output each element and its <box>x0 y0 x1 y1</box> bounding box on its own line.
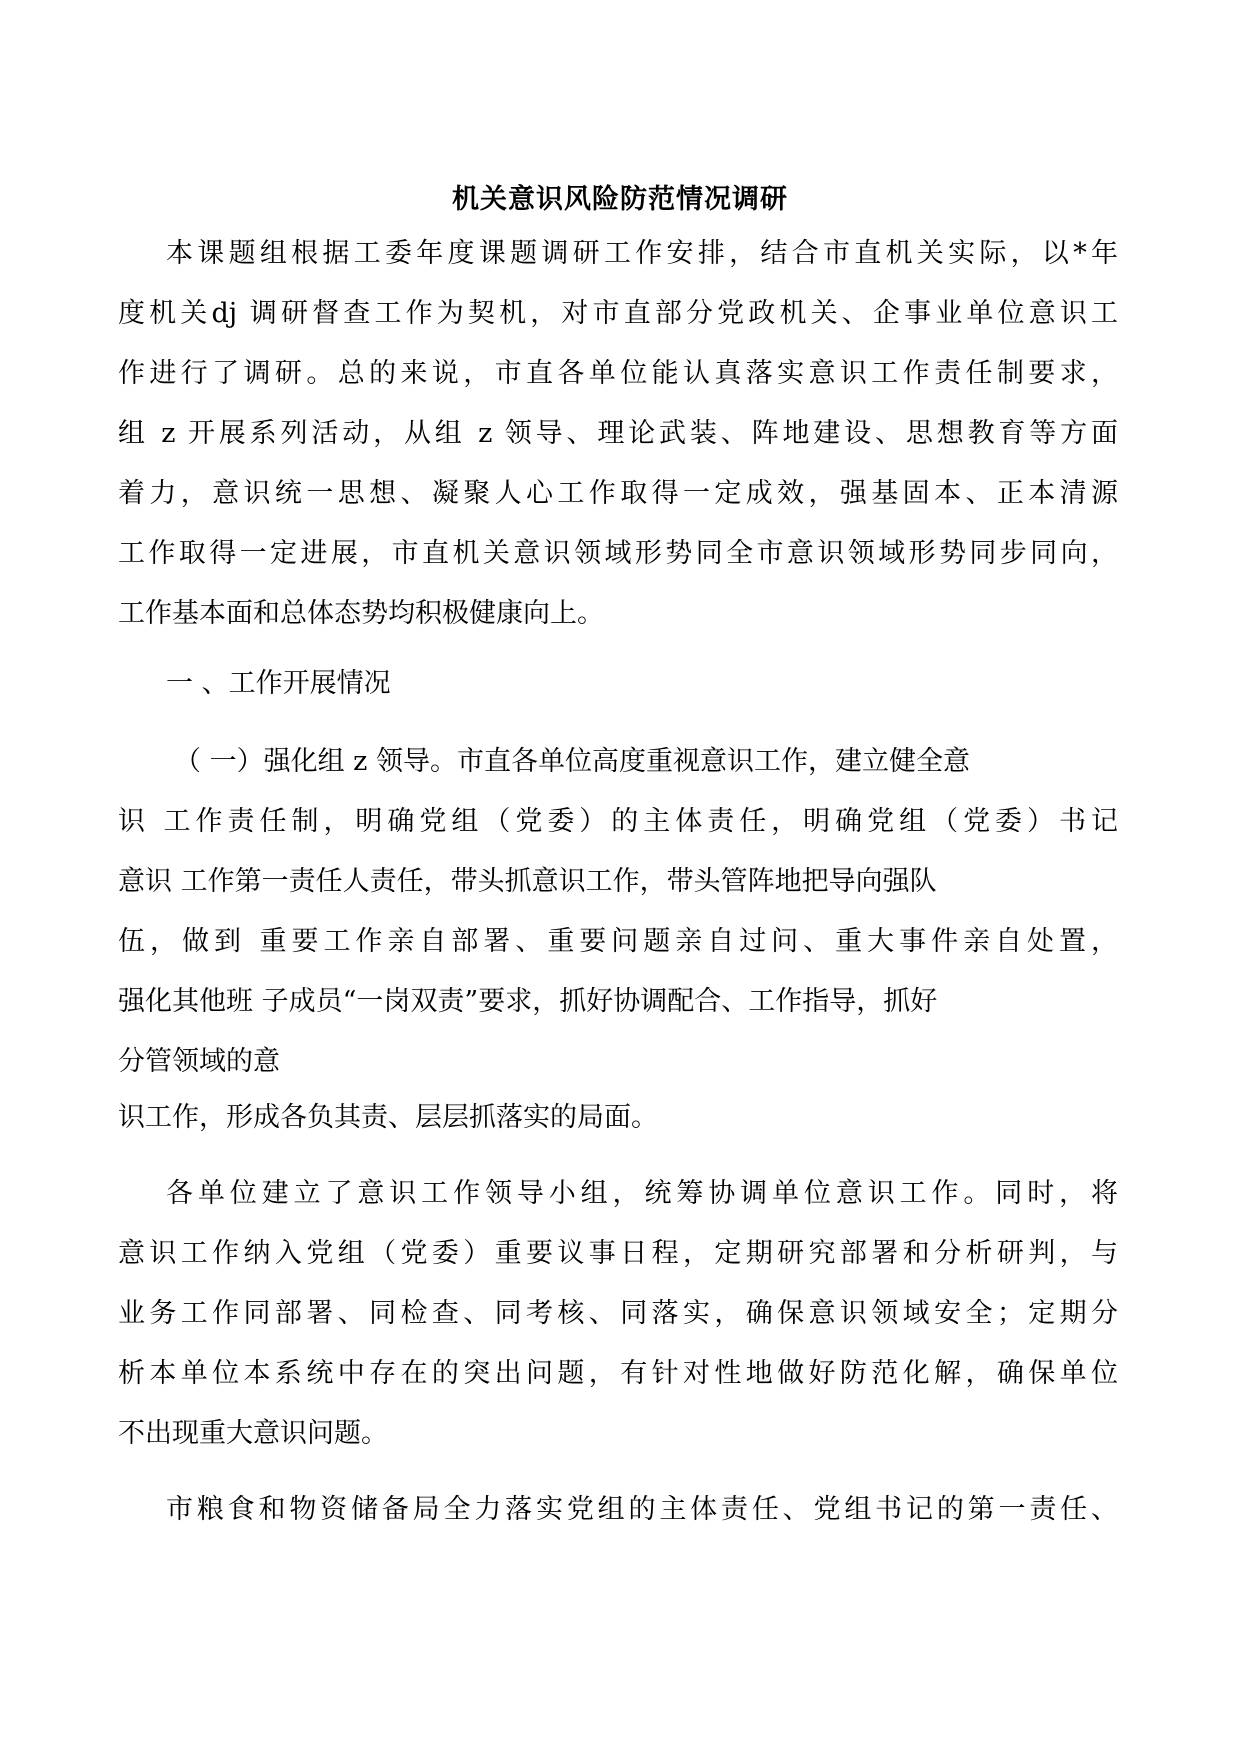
intro-paragraph-line: 组 z 开展系列活动，从组 z 领导、理论武装、阵地建设、思想教育等方面 <box>118 418 1118 449</box>
leading-group-paragraph-line: 各单位建立了意识工作领导小组，统筹协调单位意识工作。同时，将 <box>166 1178 1118 1209</box>
leading-group-paragraph-line: 析本单位本系统中存在的突出问题，有针对性地做好防范化解，确保单位 <box>118 1358 1118 1389</box>
leading-group-paragraph-line: 不出现重大意识问题。 <box>118 1418 388 1449</box>
subsection-paragraph-line: 识 工作责任制，明确党组（党委）的主体责任，明确党组（党委）书记 <box>118 806 1118 837</box>
subsection-paragraph-line: （ 一）强化组 z 领导。市直各单位高度重视意识工作，建立健全意 <box>174 746 970 777</box>
subsection-paragraph-line: 分管领域的意 <box>118 1046 280 1077</box>
leading-group-paragraph-line: 意识工作纳入党组（党委）重要议事日程，定期研究部署和分析研判，与 <box>118 1238 1118 1269</box>
grain-bureau-paragraph-line: 市粮食和物资储备局全力落实党组的主体责任、党组书记的第一责任、 <box>166 1494 1118 1525</box>
intro-paragraph-line: 着力，意识统一思想、凝聚人心工作取得一定成效，强基固本、正本清源 <box>118 478 1118 509</box>
subsection-paragraph-line: 识工作，形成各负其责、层层抓落实的局面。 <box>118 1102 658 1133</box>
subsection-paragraph-line: 伍，做到 重要工作亲自部署、重要问题亲自过问、重大事件亲自处置， <box>118 926 1118 957</box>
section-heading: 一 、工作开展情况 <box>166 668 391 699</box>
intro-paragraph-line: 工作基本面和总体态势均积极健康向上。 <box>118 598 604 629</box>
intro-paragraph-line: 度机关dj 调研督查工作为契机，对市直部分党政机关、企事业单位意识工 <box>118 298 1118 329</box>
document-title: 机关意识风险防范情况调研 <box>452 184 788 215</box>
intro-paragraph-line: 作进行了调研。总的来说，市直各单位能认真落实意识工作责任制要求， <box>118 358 1118 389</box>
subsection-paragraph-line: 意识 工作第一责任人责任，带头抓意识工作，带头管阵地把导向强队 <box>118 866 937 897</box>
intro-paragraph-line: 工作取得一定进展，市直机关意识领域形势同全市意识领域形势同步同向， <box>118 538 1118 569</box>
intro-paragraph-line: 本课题组根据工委年度课题调研工作安排，结合市直机关实际，以*年 <box>166 238 1118 269</box>
leading-group-paragraph-line: 业务工作同部署、同检查、同考核、同落实，确保意识领域安全；定期分 <box>118 1298 1118 1329</box>
subsection-paragraph-line: 强化其他班 子成员“一岗双责”要求，抓好协调配合、工作指导，抓好 <box>118 986 938 1017</box>
